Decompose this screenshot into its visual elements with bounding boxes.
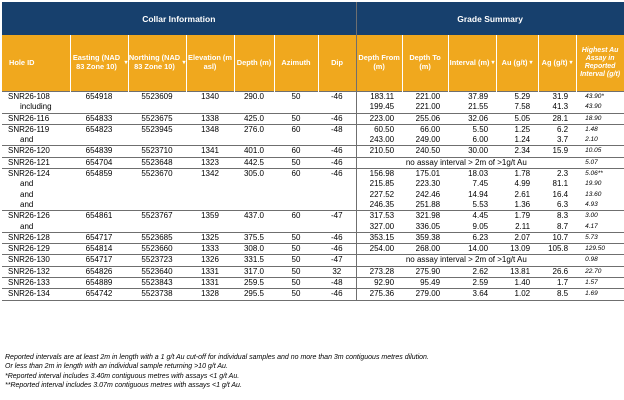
cell-depth-from: 199.45 — [369, 102, 395, 112]
cell-depth: 259.5 — [234, 278, 274, 289]
cell-easting — [70, 190, 128, 200]
cell-northing — [128, 190, 186, 200]
cell-highest-au: 5.06** — [576, 169, 624, 180]
cell-highest-au: 129.50 — [576, 244, 624, 255]
col-label: Ag (g/t) — [541, 57, 568, 67]
cell-depth-to: 242.46 — [415, 189, 441, 199]
cell-ag: 41.3 — [552, 102, 569, 112]
cell-azimuth: 50 — [274, 278, 318, 289]
drill-results-table — [2, 2, 624, 301]
cell-depth — [234, 102, 274, 113]
cell-azimuth — [274, 200, 318, 211]
cell-hole-id: and — [20, 199, 34, 209]
cell-interval: 32.06 — [448, 113, 496, 124]
cell-highest-au: 43.90* — [576, 92, 624, 103]
cell-depth-to: 251.88 — [415, 199, 441, 209]
cell-depth: 442.5 — [234, 157, 274, 168]
cell-ag: 105.8 — [538, 244, 576, 255]
cell-northing: 5523945 — [128, 124, 186, 135]
cell-depth: 295.5 — [234, 289, 274, 300]
cell-interval: 5.50 — [448, 124, 496, 135]
cell-dip: -46 — [318, 232, 356, 243]
cell-highest-au: 5.73 — [576, 232, 624, 243]
cell-easting: 654704 — [70, 157, 128, 168]
col-label: Northing (NAD 83 Zone 10) — [128, 53, 181, 71]
cell-hole-id: SNR26-133 — [2, 278, 70, 289]
table-row — [2, 157, 624, 168]
cell-highest-au: 5.07 — [576, 157, 624, 168]
cell-ag: 3.7 — [556, 135, 569, 145]
cell-northing — [128, 222, 186, 233]
col-label: Azimuth — [281, 57, 311, 67]
cell-depth-to: 66.00 — [402, 124, 448, 135]
table-row — [2, 169, 624, 180]
cell-easting: 654859 — [70, 169, 128, 180]
cell-dip: -46 — [318, 244, 356, 255]
cell-elevation: 1338 — [186, 113, 234, 124]
cell-depth-to: 336.05 — [415, 221, 441, 231]
cell-depth: 437.0 — [234, 211, 274, 222]
cell-northing: 5523738 — [128, 289, 186, 300]
cell-azimuth: 50 — [274, 157, 318, 168]
cell-depth: 276.0 — [234, 124, 274, 135]
cell-depth-to: 268.00 — [402, 244, 448, 255]
table-body — [2, 92, 624, 301]
cell-easting — [70, 135, 128, 146]
cell-highest-au: 43.90 — [585, 103, 602, 111]
cell-dip: -46 — [318, 113, 356, 124]
cell-elevation: 1331 — [186, 278, 234, 289]
cell-azimuth: 50 — [274, 289, 318, 300]
cell-azimuth: 60 — [274, 146, 318, 157]
cell-azimuth: 50 — [274, 244, 318, 255]
collar-information-band: Collar Information — [2, 2, 356, 35]
footnote: Reported intervals are at least 2m in length with a 1 g/t Au cut-off for individual samples and no more than 3m contiguous metres dilution. — [5, 354, 429, 361]
table-row — [2, 179, 624, 189]
cell-ag: 81.1 — [552, 179, 569, 189]
cell-hole-id: SNR26-128 — [2, 232, 70, 243]
cell-depth-from: 60.50 — [356, 124, 402, 135]
cell-northing: 5523675 — [128, 113, 186, 124]
cell-northing: 5523670 — [128, 169, 186, 180]
cell-au: 5.29 — [496, 92, 538, 103]
cell-interval: 18.03 — [448, 169, 496, 180]
cell-interval: 6.00 — [472, 135, 489, 145]
cell-easting — [70, 179, 128, 189]
cell-interval: 14.94 — [468, 189, 489, 199]
cell-elevation: 1326 — [186, 255, 234, 266]
cell-northing — [128, 179, 186, 189]
cell-dip: -46 — [318, 169, 356, 180]
cell-au: 1.79 — [496, 211, 538, 222]
col-interval[interactable] — [448, 35, 496, 92]
cell-northing: 5523660 — [128, 244, 186, 255]
sort-arrow-icon[interactable]: ▾ — [491, 59, 495, 66]
cell-interval: 9.05 — [472, 221, 489, 231]
cell-elevation: 1340 — [186, 92, 234, 103]
cell-ag: 8.3 — [538, 211, 576, 222]
cell-elevation: 1341 — [186, 146, 234, 157]
cell-depth-to: 321.98 — [402, 211, 448, 222]
cell-depth-to: 255.06 — [402, 113, 448, 124]
cell-easting: 654861 — [70, 211, 128, 222]
cell-hole-id: SNR26-126 — [2, 211, 70, 222]
cell-au: 2.11 — [515, 221, 531, 231]
cell-dip — [318, 179, 356, 189]
cell-depth-from: 223.00 — [356, 113, 402, 124]
sort-arrow-icon[interactable]: ▾ — [124, 59, 128, 66]
cell-depth-from: 92.90 — [356, 278, 402, 289]
cell-au: 1.40 — [496, 278, 538, 289]
cell-northing: 5523609 — [128, 92, 186, 103]
cell-easting: 654742 — [70, 289, 128, 300]
cell-depth-from: 227.52 — [369, 189, 395, 199]
table-row — [2, 244, 624, 255]
cell-dip: -46 — [318, 92, 356, 103]
cell-elevation: 1342 — [186, 169, 234, 180]
cell-depth-from: 183.11 — [356, 92, 402, 103]
cell-hole-id: SNR26-124 — [2, 169, 70, 180]
cell-easting: 654839 — [70, 146, 128, 157]
cell-highest-au: 1.57 — [576, 278, 624, 289]
cell-highest-au: 18.90 — [576, 113, 624, 124]
footnote: Or less than 2m in length with an individual sample returning >10 g/t Au. — [5, 363, 228, 371]
grade-summary-band: Grade Summary — [356, 2, 624, 35]
cell-hole-id: and — [20, 221, 34, 231]
cell-easting — [70, 200, 128, 211]
cell-depth — [234, 200, 274, 211]
cell-depth — [234, 135, 274, 146]
cell-easting: 654823 — [70, 124, 128, 135]
cell-depth — [234, 179, 274, 189]
cell-highest-au: 4.17 — [585, 222, 598, 230]
cell-northing: 5523648 — [128, 157, 186, 168]
cell-no-assay-message: no assay interval > 2m of >1g/t Au — [356, 255, 576, 266]
col-label: Interval (m) — [449, 57, 490, 67]
cell-depth-from: 353.15 — [356, 232, 402, 243]
col-highest-au[interactable] — [576, 35, 624, 92]
cell-interval: 3.64 — [448, 289, 496, 300]
cell-highest-au: 3.00 — [576, 211, 624, 222]
cell-au: 5.05 — [496, 113, 538, 124]
table-row — [2, 146, 624, 157]
cell-depth: 305.0 — [234, 169, 274, 180]
cell-depth-to: 240.50 — [402, 146, 448, 157]
cell-au: 2.61 — [514, 189, 531, 199]
cell-depth-from: 327.00 — [369, 221, 395, 231]
cell-depth-from: 275.36 — [356, 289, 402, 300]
cell-interval: 37.89 — [448, 92, 496, 103]
cell-depth-to: 279.00 — [402, 289, 448, 300]
cell-hole-id: SNR26-129 — [2, 244, 70, 255]
cell-ag: 16.4 — [552, 189, 569, 199]
cell-depth-to: 175.01 — [402, 169, 448, 180]
cell-depth-from: 243.00 — [369, 135, 395, 145]
cell-azimuth: 60 — [274, 124, 318, 135]
cell-no-assay-message: no assay interval > 2m of >1g/t Au — [356, 157, 576, 168]
cell-hole-id: SNR26-134 — [2, 289, 70, 300]
cell-northing: 5523710 — [128, 146, 186, 157]
cell-easting: 654814 — [70, 244, 128, 255]
cell-hole-id: and — [20, 189, 34, 199]
cell-azimuth — [274, 179, 318, 189]
cell-depth — [234, 190, 274, 200]
cell-depth-from: 210.50 — [356, 146, 402, 157]
cell-depth-to: 221.00 — [415, 102, 441, 112]
cell-dip: -48 — [318, 124, 356, 135]
col-label: Hole ID — [9, 57, 35, 67]
table-row — [2, 232, 624, 243]
cell-interval: 6.23 — [448, 232, 496, 243]
col-label: Elevation (m asl) — [188, 53, 232, 71]
cell-northing — [128, 102, 186, 113]
cell-azimuth: 50 — [274, 113, 318, 124]
cell-highest-au: 4.93 — [585, 200, 598, 208]
cell-elevation — [186, 102, 234, 113]
cell-au: 1.02 — [496, 289, 538, 300]
col-au[interactable] — [496, 35, 538, 92]
cell-interval: 14.00 — [448, 244, 496, 255]
cell-azimuth: 60 — [274, 211, 318, 222]
cell-azimuth: 60 — [274, 169, 318, 180]
cell-hole-id: SNR26-108 — [2, 92, 70, 103]
table-row — [2, 190, 624, 200]
cell-northing — [128, 200, 186, 211]
cell-elevation: 1348 — [186, 124, 234, 135]
cell-ag: 1.7 — [538, 278, 576, 289]
cell-interval: 21.55 — [468, 102, 489, 112]
cell-depth: 425.0 — [234, 113, 274, 124]
cell-au: 1.24 — [514, 135, 531, 145]
cell-au: 13.09 — [496, 244, 538, 255]
col-depth[interactable] — [234, 35, 274, 92]
cell-hole-id: and — [20, 179, 34, 189]
cell-interval: 30.00 — [448, 146, 496, 157]
cell-easting: 654833 — [70, 113, 128, 124]
col-depth-to[interactable] — [402, 35, 448, 92]
cell-dip: -47 — [318, 211, 356, 222]
cell-dip — [318, 222, 356, 233]
cell-depth-to: 221.00 — [402, 92, 448, 103]
col-elevation[interactable] — [186, 35, 234, 92]
col-label: Highest Au Assay in Reported Interval (g/t) — [580, 47, 621, 78]
cell-ag: 10.7 — [538, 232, 576, 243]
cell-au: 1.78 — [496, 169, 538, 180]
cell-ag: 2.3 — [538, 169, 576, 180]
table-row — [2, 278, 624, 289]
cell-depth: 317.0 — [234, 266, 274, 277]
cell-hole-id: SNR26-119 — [2, 124, 70, 135]
cell-elevation: 1333 — [186, 244, 234, 255]
cell-hole-id: including — [20, 102, 52, 112]
cell-highest-au: 1.69 — [576, 289, 624, 300]
cell-elevation — [186, 200, 234, 211]
cell-ag: 26.6 — [538, 266, 576, 277]
cell-northing: 5523640 — [128, 266, 186, 277]
cell-au: 1.36 — [514, 199, 531, 209]
cell-interval: 2.62 — [448, 266, 496, 277]
cell-depth-from: 215.85 — [369, 179, 395, 189]
sort-arrow-icon[interactable]: ▾ — [182, 59, 186, 66]
cell-easting: 654918 — [70, 92, 128, 103]
cell-elevation: 1359 — [186, 211, 234, 222]
cell-dip: -46 — [318, 146, 356, 157]
cell-highest-au: 19.90 — [585, 180, 602, 188]
cell-interval: 5.53 — [472, 199, 489, 209]
cell-azimuth — [274, 222, 318, 233]
cell-azimuth — [274, 190, 318, 200]
cell-depth-from: 254.00 — [356, 244, 402, 255]
cell-elevation: 1328 — [186, 289, 234, 300]
cell-highest-au: 13.60 — [585, 190, 602, 198]
cell-ag: 6.2 — [538, 124, 576, 135]
cell-easting: 654826 — [70, 266, 128, 277]
cell-au: 2.07 — [496, 232, 538, 243]
cell-depth — [234, 222, 274, 233]
cell-elevation: 1331 — [186, 266, 234, 277]
table-row — [2, 200, 624, 211]
cell-depth-to: 223.30 — [415, 179, 441, 189]
cell-hole-id: SNR26-121 — [2, 157, 70, 168]
cell-ag: 31.9 — [538, 92, 576, 103]
cell-dip: -47 — [318, 255, 356, 266]
table-row — [2, 289, 624, 300]
table-row — [2, 102, 624, 113]
cell-ag: 6.3 — [556, 199, 569, 209]
cell-highest-au: 10.05 — [576, 146, 624, 157]
cell-au: 7.58 — [514, 102, 531, 112]
cell-ag: 15.9 — [538, 146, 576, 157]
cell-hole-id: SNR26-120 — [2, 146, 70, 157]
table-row — [2, 124, 624, 135]
cell-dip — [318, 135, 356, 146]
cell-elevation: 1323 — [186, 157, 234, 168]
cell-azimuth — [274, 135, 318, 146]
cell-hole-id: SNR26-132 — [2, 266, 70, 277]
cell-elevation — [186, 135, 234, 146]
cell-au: 4.99 — [514, 179, 531, 189]
cell-elevation — [186, 179, 234, 189]
col-depth-from[interactable] — [356, 35, 402, 92]
cell-interval: 4.45 — [448, 211, 496, 222]
cell-depth-to: 249.00 — [415, 135, 441, 145]
cell-depth-from: 156.98 — [356, 169, 402, 180]
cell-depth: 375.5 — [234, 232, 274, 243]
cell-azimuth: 50 — [274, 266, 318, 277]
cell-easting — [70, 102, 128, 113]
cell-elevation — [186, 190, 234, 200]
cell-highest-au: 2.10 — [585, 136, 598, 144]
cell-azimuth: 50 — [274, 255, 318, 266]
footnotes — [5, 353, 619, 390]
cell-easting: 654717 — [70, 232, 128, 243]
cell-au: 13.81 — [496, 266, 538, 277]
cell-elevation — [186, 222, 234, 233]
table-row — [2, 266, 624, 277]
cell-hole-id: SNR26-116 — [2, 113, 70, 124]
drill-results-sheet — [2, 2, 622, 301]
col-label: Depth To (m) — [409, 53, 441, 71]
table-row — [2, 92, 624, 103]
cell-dip: 32 — [318, 266, 356, 277]
cell-interval: 2.59 — [448, 278, 496, 289]
cell-depth: 308.0 — [234, 244, 274, 255]
cell-northing — [128, 135, 186, 146]
col-label: Depth (m) — [236, 57, 272, 67]
cell-depth: 401.0 — [234, 146, 274, 157]
col-azimuth[interactable] — [274, 35, 318, 92]
cell-dip: -46 — [318, 157, 356, 168]
cell-depth: 290.0 — [234, 92, 274, 103]
col-northing[interactable] — [128, 35, 186, 92]
cell-easting: 654889 — [70, 278, 128, 289]
cell-depth: 331.5 — [234, 255, 274, 266]
cell-depth-to: 275.90 — [402, 266, 448, 277]
table-row — [2, 255, 624, 266]
cell-depth-from: 273.28 — [356, 266, 402, 277]
cell-depth-to: 95.49 — [402, 278, 448, 289]
sort-arrow-icon[interactable]: ▾ — [569, 59, 573, 66]
cell-au: 1.25 — [496, 124, 538, 135]
table-row — [2, 222, 624, 233]
cell-northing: 5523767 — [128, 211, 186, 222]
table-row — [2, 211, 624, 222]
cell-highest-au: 22.70 — [576, 266, 624, 277]
cell-highest-au: 1.48 — [576, 124, 624, 135]
cell-depth-from: 317.53 — [356, 211, 402, 222]
cell-highest-au: 0.98 — [576, 255, 624, 266]
cell-dip: -46 — [318, 289, 356, 300]
footnote: *Reported interval includes 3.40m contiguous metres with assays <1 g/t Au. — [5, 372, 240, 380]
col-label: Dip — [331, 57, 343, 67]
cell-depth-to: 359.38 — [402, 232, 448, 243]
col-label: Au (g/t) — [501, 57, 528, 67]
cell-dip — [318, 200, 356, 211]
cell-depth-from: 246.35 — [369, 199, 395, 209]
cell-northing: 5523843 — [128, 278, 186, 289]
cell-hole-id: and — [20, 135, 34, 145]
cell-easting: 654717 — [70, 255, 128, 266]
cell-au: 2.34 — [496, 146, 538, 157]
cell-ag: 8.5 — [538, 289, 576, 300]
cell-dip — [318, 102, 356, 113]
table-row — [2, 135, 624, 146]
col-easting[interactable] — [70, 35, 128, 92]
cell-dip — [318, 190, 356, 200]
cell-elevation: 1325 — [186, 232, 234, 243]
col-dip[interactable] — [318, 35, 356, 92]
cell-easting — [70, 222, 128, 233]
cell-northing: 5523723 — [128, 255, 186, 266]
cell-ag: 28.1 — [538, 113, 576, 124]
col-label: Depth From (m) — [358, 53, 400, 71]
table-row — [2, 113, 624, 124]
cell-northing: 5523685 — [128, 232, 186, 243]
cell-ag: 8.7 — [556, 221, 569, 231]
footnote: **Reported interval includes 3.07m contiguous metres with assays <1 g/t Au. — [5, 381, 242, 389]
col-ag[interactable] — [538, 35, 576, 92]
col-label: Easting (NAD 83 Zone 10) — [72, 53, 121, 71]
cell-hole-id: SNR26-130 — [2, 255, 70, 266]
col-hole-id[interactable] — [2, 35, 70, 92]
cell-azimuth — [274, 102, 318, 113]
cell-azimuth: 50 — [274, 92, 318, 103]
sort-arrow-icon[interactable]: ▾ — [529, 59, 533, 66]
cell-interval: 7.45 — [472, 179, 489, 189]
cell-dip: -48 — [318, 278, 356, 289]
cell-azimuth: 50 — [274, 232, 318, 243]
